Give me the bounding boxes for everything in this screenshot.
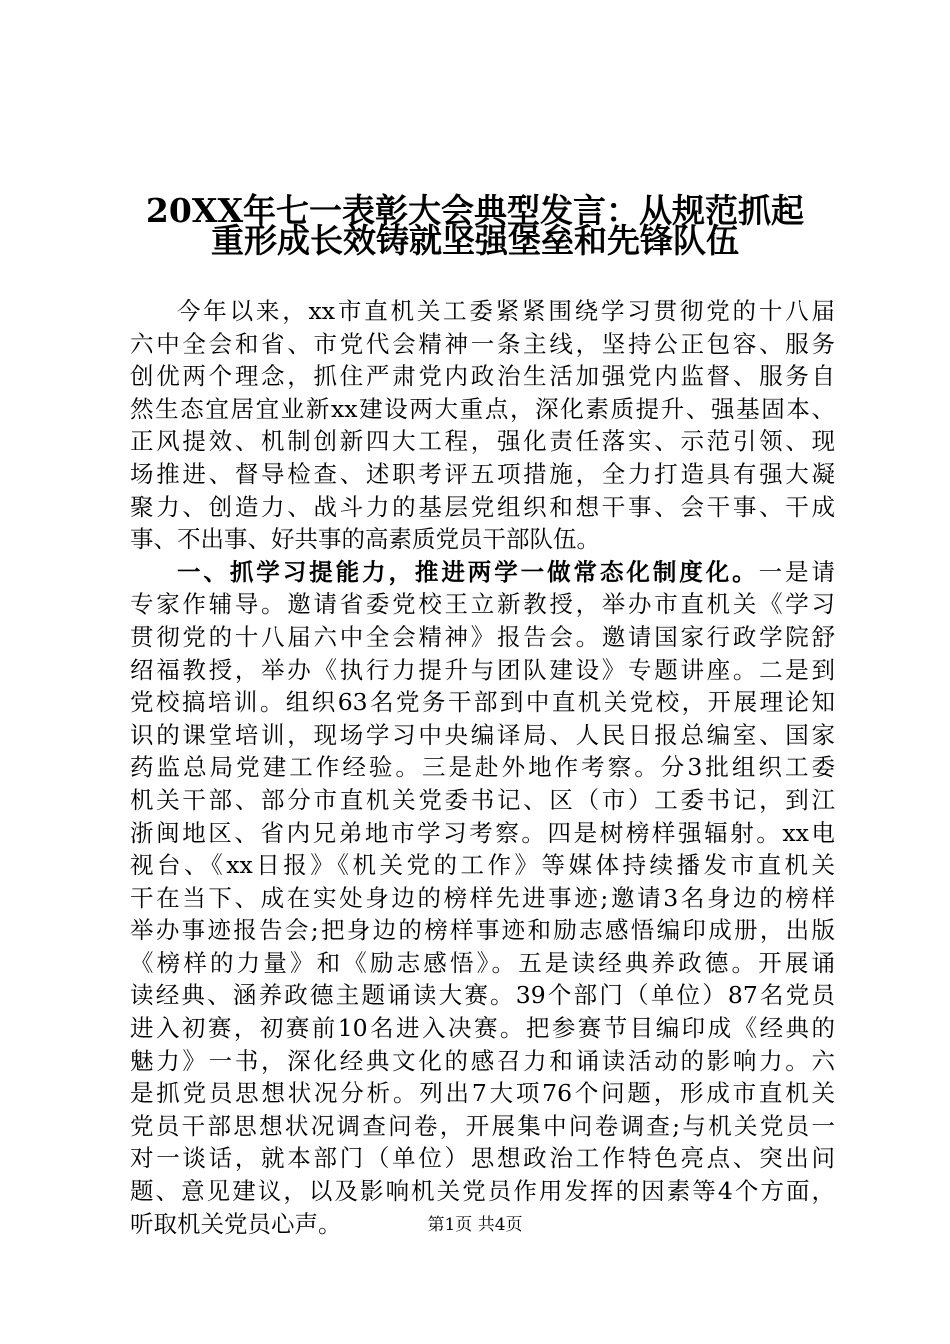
paragraph-line: 六中全会和省、市党代会精神一条主线，坚持公正包容、服务 [130,329,835,358]
paragraph-line: 场推进、督导检查、述职考评五项措施，全力打造具有强大凝 [130,459,835,488]
paragraph-line: 是抓党员思想状况分析。列出7大项76个问题，形成市直机关 [130,1079,835,1108]
paragraph-section-1 [130,556,835,1240]
paragraph-intro [130,295,835,556]
paragraph-line: 识的课堂培训，现场学习中央编译局、人民日报总编室、国家 [130,720,835,749]
paragraph-line: 然生态宜居宜业新xx建设两大重点，深化素质提升、强基固本、 [130,394,835,423]
paragraph-line: 贯彻党的十八届六中全会精神》报告会。邀请国家行政学院舒 [130,622,835,651]
paragraph-line: 魅力》一书，深化经典文化的感召力和诵读活动的影响力。六 [130,1046,835,1075]
section-heading-rest: 一是请 [758,557,835,586]
paragraph-line: 视台、《xx日报》《机关党的工作》等媒体持续播发市直机关 [130,851,835,880]
paragraph-line: 机关干部、部分市直机关党委书记、区（市）工委书记，到江 [130,785,835,814]
paragraph-line: 党校搞培训。组织63名党务干部到中直机关党校，开展理论知 [130,688,835,717]
paragraph-line: 浙闽地区、省内兄弟地市学习考察。四是树榜样强辐射。xx电 [130,818,835,847]
page-number-footer: 第1页 共4页 [427,1215,523,1235]
paragraph-line: 干在当下、成在实处身边的榜样先进事迹;邀请3名身边的榜样 [130,883,835,912]
paragraph-line: 进入初赛，初赛前10名进入决赛。把参赛节目编印成《经典的 [130,1014,835,1043]
paragraph-line: 药监总局党建工作经验。三是赴外地作考察。分3批组织工委 [130,753,835,782]
paragraph-line: 读经典、涵养政德主题诵读大赛。39个部门（单位）87名党员 [130,981,835,1010]
paragraph-line: 《榜样的力量》和《励志感悟》。五是读经典养政德。开展诵 [130,948,835,977]
paragraph-line: 正风提效、机制创新四大工程，强化责任落实、示范引领、现 [130,427,835,456]
paragraph-line: 聚力、创造力、战斗力的基层党组织和想干事、会干事、干成 [130,492,835,521]
document-title-line-2: 重形成长效铸就坚强堡垒和先锋队伍 [211,221,739,260]
paragraph-line: 今年以来，xx市直机关工委紧紧围绕学习贯彻党的十八届 [177,297,835,325]
paragraph-line: 事、不出事、好共事的高素质党员干部队伍。 [130,525,600,554]
paragraph-first-line [130,556,835,589]
paragraph-line: 举办事迹报告会;把身边的榜样事迹和励志感悟编印成册，出版 [130,916,835,945]
document-body [130,295,835,1240]
paragraph-line: 创优两个理念，抓住严肃党内政治生活加强党内监督、服务自 [130,362,835,391]
paragraph-line: 题、意见建议，以及影响机关党员作用发挥的因素等4个方面， [130,1177,835,1206]
paragraph-line: 党员干部思想状况调查问卷，开展集中问卷调查;与机关党员一 [130,1111,835,1140]
paragraph-line: 对一谈话，就本部门（单位）思想政治工作特色亮点、突出问 [130,1144,835,1173]
paragraph-line: 听取机关党员心声。 [130,1209,342,1238]
paragraph-line: 专家作辅导。邀请省委党校王立新教授，举办市直机关《学习 [130,590,835,619]
section-heading: 一、抓学习提能力，推进两学一做常态化制度化。 [177,557,759,586]
paragraph-line: 绍福教授，举办《执行力提升与团队建设》专题讲座。二是到 [130,655,835,684]
document-title-line-1: 20XX年七一表彰大会典型发言：从规范抓起 [145,191,805,230]
